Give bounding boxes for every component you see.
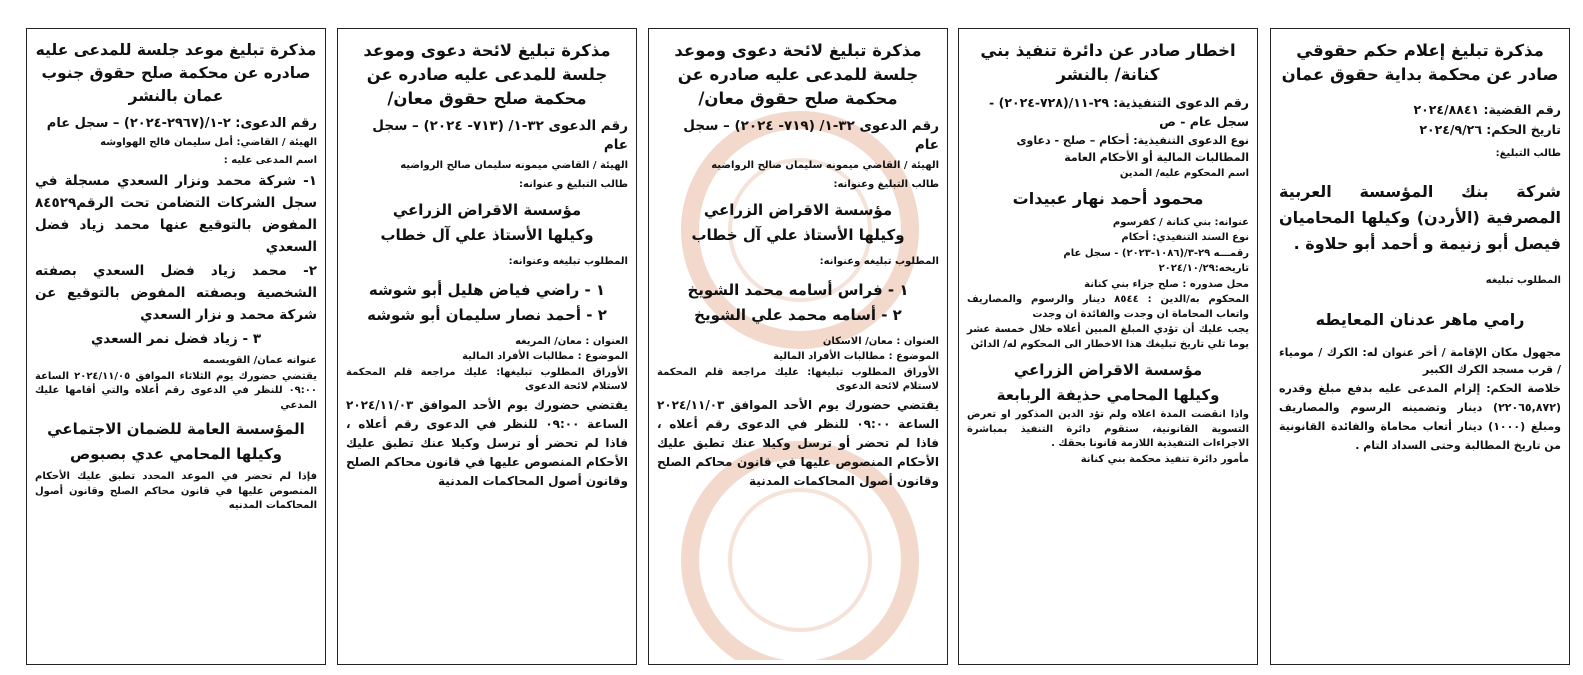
detail-line: المحكوم به/الدين : ٨٥٤٤ دينار والرسوم والمصاريف واتعاب المحاماة ان وجدت والفائدة ان وجدت: [967, 294, 1250, 320]
defendant: ٣ - زياد فضل نمر السعدي: [90, 331, 262, 347]
closing-text: واذا انقضت المدة اعلاه ولم تؤد الدين المذكور او تعرض التسوية القانونية، ستقوم دائرة التنفيذ بمباشرة الاجراءات التنفيذية اللازمة قانونا بحقك .: [967, 409, 1249, 449]
detail-line: عنوانه: بني كنانة / كفرسوم: [1112, 216, 1249, 228]
plaintiff-name: المؤسسة العامة للضمان الاجتماعي: [47, 420, 305, 438]
body-text: يقتضي حضورك يوم الأحد الموافق ٢٠٢٤/١١/٠٣ الساعة ٠٩:٠٠ للنظر في الدعوى رقم أعلاه ، فاذا لم تحضر أو ترسل وكيلا عنك تطبق عليك الأحكام المنصوص عليها في قانون محاكم الصلح وقانون أصول المحاكمات المدنية: [657, 397, 939, 488]
requester-name: مؤسسة الاقراض الزراعي: [703, 201, 893, 219]
papers: الأوراق المطلوب تبليغها: عليك مراجعة قلم المحكمة لاستلام لائحة الدعوى: [346, 366, 628, 392]
address: عنوانه عمان/ القويسمه: [202, 355, 317, 366]
requester-lawyer: وكيلها الأستاذ علي آل خطاب: [691, 226, 905, 244]
judgment-summary: خلاصة الحكم: إلزام المدعى عليه بدفع مبلغ وقدره (٢٢٠٦٥,٨٧٢) دينار وتضمينه الرسوم والمصاريف ومبلغ (١٠٠٠) دينار أتعاب محاماة والفائدة القانونية من تاريخ المطالبة وحتى السداد التام .: [1279, 382, 1562, 452]
notice-maan-case-713: [337, 28, 637, 665]
case-number: رقم الدعوى: ٢-١/(٢٩٦٧-٢٠٢٤) – سجل عام: [46, 116, 317, 131]
execution-type: نوع الدعوى التنفيذية: أحكام – صلح - دعاوى المطالبات المالية أو الأحكام العامة: [1016, 134, 1249, 164]
requester-label: طالب التبليغ:: [1495, 148, 1561, 159]
closing-text: فإذا لم تحضر في الموعد المحدد تطبق عليك الأحكام المنصوص عليها في قانون محاكم الصلح وقانون أصول المحاكمات المدنيه: [35, 471, 317, 511]
execution-number: رقم الدعوى التنفيذية: ٢٩-١١/(٧٢٨-٢٠٢٤) - سجل عام - ص: [989, 95, 1249, 129]
defendant: ٢- محمد زياد فضل السعدي بصفته الشخصية وبصفته المفوض بالتوقيع عن شركة محمد و نزار السعدي: [35, 263, 317, 323]
case-number: رقم الدعوى ٣٢-١/ (٧١٩- ٢٠٢٤) – سجل عام: [683, 118, 939, 153]
notice-judgment-amman: [1270, 28, 1570, 665]
signature: مأمور دائرة تنفيذ محكمة بني كنانة: [1080, 453, 1249, 465]
creditor-lawyer: وكيلها المحامي حذيفة الربابعة: [996, 386, 1220, 404]
notice-title: مذكرة تبليغ موعد جلسة للمدعى عليه صادره عن محكمة صلح حقوق جنوب عمان بالنشر: [35, 41, 317, 105]
detail-line: محل صدوره : صلح جزاء بني كنانة: [1084, 278, 1249, 290]
notice-title: اخطار صادر عن دائرة تنفيذ بني كنانة/ بالنشر: [980, 41, 1236, 84]
detail-line: رقمـــه ٢٩-٣/(١٠٨٦-٢٠٢٣) - سجل عام: [1063, 247, 1249, 259]
target-label: المطلوب تبليغه وعنوانه:: [508, 256, 628, 267]
body-text: يقتضي حضورك يوم الأحد الموافق ٢٠٢٤/١١/٠٣ الساعة ٠٩:٠٠ للنظر في الدعوى رقم أعلاه ، فاذا لم تحضر أو ترسل وكيلا عنك تطبق عليك الأحكام المنصوص عليها في قانون محاكم الصلح وقانون أصول المحاكمات المدنية: [346, 397, 628, 488]
target-name: ١ - راضي فياض هليل أبو شوشه: [368, 280, 606, 299]
target-name: ١ - فراس أسامه محمد الشويخ: [687, 280, 909, 299]
panel: الهيئة / القاضي ميمونه سليمان صالح الرواضيه: [400, 160, 628, 171]
debtor-name: محمود أحمد نهار عبيدات: [1012, 188, 1204, 208]
debtor-label: اسم المحكوم عليه/ المدين: [1119, 168, 1249, 179]
target-name: ٢ - أسامه محمد علي الشويخ: [694, 305, 902, 324]
detail-line: يجب عليك أن تؤدي المبلغ المبين أعلاه خلال خمسة عشر يوما تلي تاريخ تبليغك هذا الاخطار الى المحكوم له/ الدائن: [967, 324, 1249, 350]
notice-south-amman: [26, 28, 326, 665]
address: العنوان : معان/ المريغه: [515, 335, 628, 347]
judgment-date: تاريخ الحكم: ٢٠٢٤/٩/٢٦: [1419, 122, 1561, 137]
papers: الأوراق المطلوب تبليغها: عليك مراجعة قلم المحكمة لاستلام لائحة الدعوى: [657, 366, 939, 392]
detail-line: نوع السند التنفيذي: أحكام: [1121, 232, 1249, 243]
requester-lawyer: وكيلها الأستاذ علي آل خطاب: [380, 226, 594, 244]
requester-label: طالب التبليغ و عنوانه:: [519, 178, 628, 190]
case-number: رقم الدعوى ٣٢-١/ (٧١٣- ٢٠٢٤) – سجل عام: [372, 118, 628, 153]
defendant-label: اسم المدعى عليه :: [223, 154, 317, 166]
requester-label: طالب التبليغ وعنوانه:: [833, 178, 939, 190]
body-text: يقتضي حضورك يوم الثلاثاء الموافق ٢٠٢٤/١١/٠٥ الساعة ٠٩:٠٠ للنظر في الدعوى رقم أعلاه والتي أقامها عليك المدعي: [35, 370, 317, 411]
case-number: رقم القضية: ٢٠٢٤/٨٨٤١: [1413, 102, 1561, 117]
creditor-name: مؤسسة الاقراض الزراعي: [1013, 361, 1203, 379]
target-name: ٢ - أحمد نصار سليمان أبو شوشه: [367, 305, 607, 324]
panel: الهيئة / القاضي: أمل سليمان فالح الهواوشه: [100, 137, 317, 148]
plaintiff-lawyer: وكيلها المحامي عدي بصبوص: [69, 445, 282, 463]
requester-name: مؤسسة الاقراض الزراعي: [392, 201, 582, 219]
target-name: رامي ماهر عدنان المعايطه: [1315, 310, 1525, 329]
notice-title: مذكرة تبليغ إعلام حكم حقوقي صادر عن محكمة بداية حقوق عمان: [1281, 41, 1559, 84]
panel: الهيئة / القاضي ميمونه سليمان صالح الرواضيه: [711, 160, 939, 171]
defendant: ١- شركة محمد ونزار السعدي مسجلة في سجل الشركات التضامن تحت الرقم٨٤٥٢٩ المفوض بالتوقيع عنها محمد زياد فضل السعدي: [35, 173, 317, 255]
detail-line: تاريخه:٢٠٢٤/١٠/٢٩: [1158, 263, 1249, 274]
notice-title: مذكرة تبليغ لائحة دعوى وموعد جلسة للمدعى عليه صادره عن محكمة صلح حقوق معان/: [674, 41, 922, 108]
subject: الموضوع : مطالبات الأفراد المالية: [773, 351, 939, 362]
subject: الموضوع : مطالبات الأفراد المالية: [462, 351, 628, 362]
requester: شركة بنك المؤسسة العربية المصرفية (الأردن) وكيلها المحاميان فيصل أبو زنيمة و أحمد أبو حلاوة .: [1279, 181, 1561, 253]
notice-maan-case-719: [648, 28, 948, 665]
address: العنوان : معان/ الاسكان: [822, 335, 939, 347]
target-label: المطلوب تبليغه وعنوانه:: [819, 256, 939, 267]
target-address: مجهول مكان الإقامة / أخر عنوان له: الكرك / مومياء / قرب مسجد الكرك الكبير: [1279, 346, 1561, 376]
notice-execution-bani-kinana: [958, 28, 1258, 665]
target-label: المطلوب تبليغه: [1485, 274, 1561, 286]
notice-title: مذكرة تبليغ لائحة دعوى وموعد جلسة للمدعى عليه صادره عن محكمة صلح حقوق معان/: [363, 41, 611, 108]
